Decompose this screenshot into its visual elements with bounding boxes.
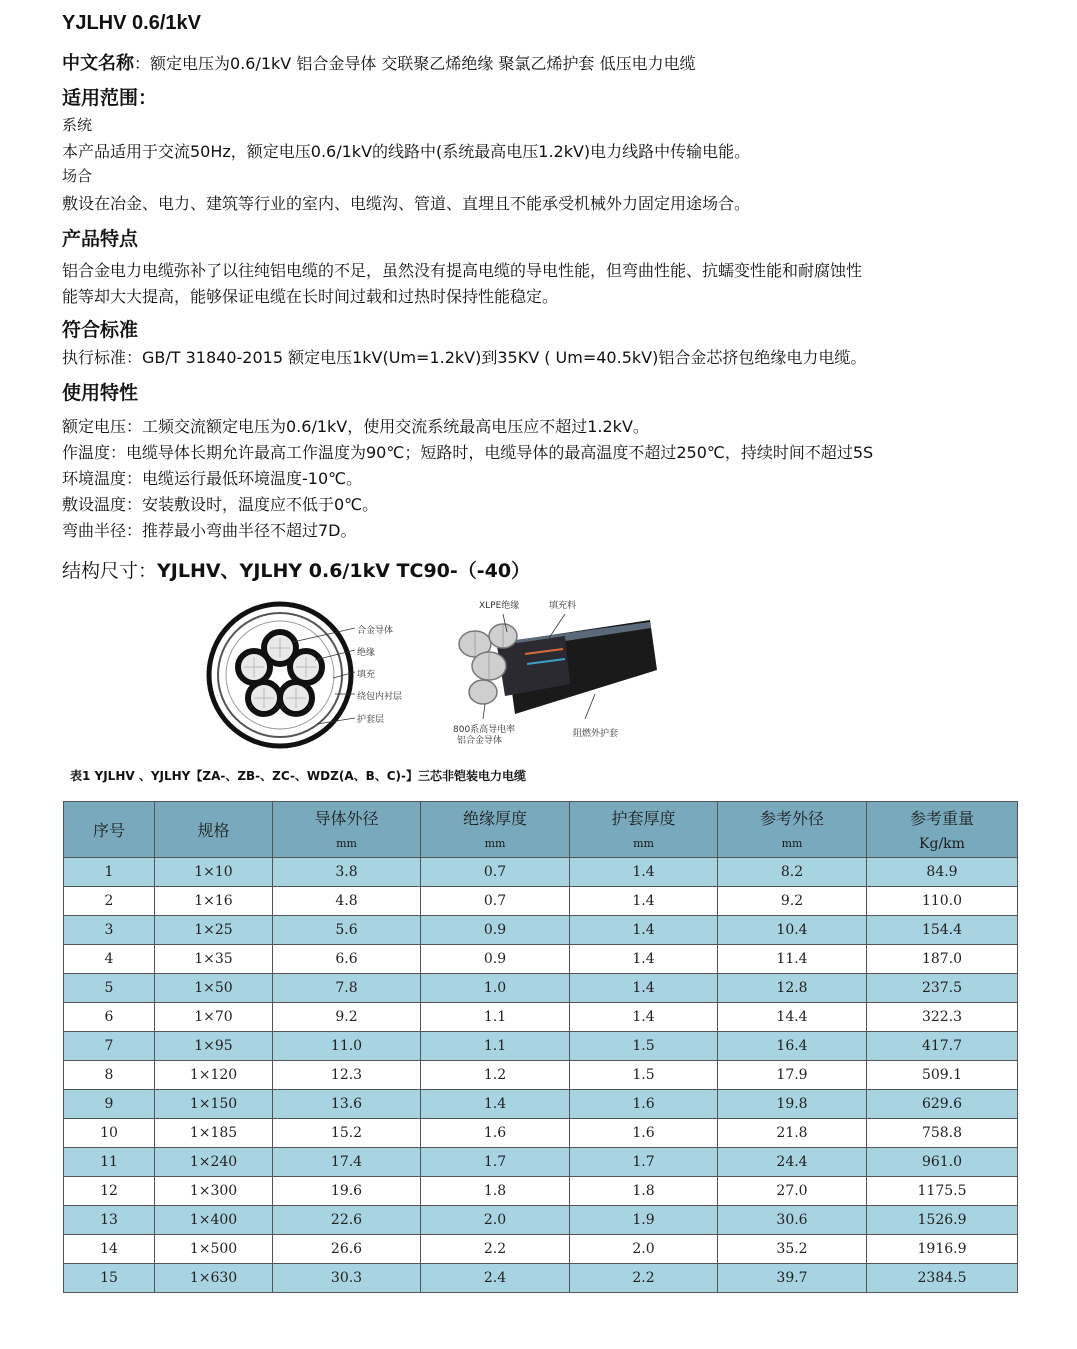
- cell-reference-diameter: 19.8: [718, 1090, 867, 1119]
- cell-conductor-diameter: 6.6: [273, 945, 421, 974]
- cell-reference-diameter: 16.4: [718, 1032, 867, 1061]
- cell-reference-diameter: 8.2: [718, 858, 867, 887]
- cell-reference-weight: 509.1: [867, 1061, 1018, 1090]
- structure-heading-prefix: 结构尺寸：: [62, 560, 158, 582]
- cell-spec: 1×300: [155, 1177, 273, 1206]
- page-title: YJLHV 0.6/1kV: [62, 12, 201, 34]
- cell-sheath-thickness: 1.4: [570, 887, 718, 916]
- table-row: [64, 1090, 1018, 1119]
- header-serial: 序号: [64, 802, 155, 858]
- cell-conductor-diameter: 7.8: [273, 974, 421, 1003]
- usage-line: 作温度：电缆导体长期允许最高工作温度为90℃；短路时，电缆导体的最高温度不超过250℃，持续时间不超过5S: [62, 443, 874, 462]
- cell-sheath-thickness: 1.6: [570, 1090, 718, 1119]
- cell-spec: 1×95: [155, 1032, 273, 1061]
- features-line-1: 铝合金电力电缆弥补了以往纯铝电缆的不足，虽然没有提高电缆的导电性能，但弯曲性能、抗蠕变性能和耐腐蚀性: [62, 261, 863, 280]
- cell-insulation-thickness: 0.7: [421, 858, 570, 887]
- cell-reference-diameter: 24.4: [718, 1148, 867, 1177]
- cell-reference-diameter: 21.8: [718, 1119, 867, 1148]
- cell-serial: 11: [64, 1148, 155, 1177]
- header-label: 参考重量: [909, 808, 974, 828]
- table-row: [64, 1264, 1018, 1293]
- table-header-row: [64, 802, 1018, 858]
- cell-sheath-thickness: 1.4: [570, 1003, 718, 1032]
- chinese-name-line: [62, 49, 696, 75]
- structure-heading-models: YJLHV、YJLHY 0.6/1kV TC90-（-40）: [157, 560, 531, 582]
- cell-reference-weight: 1916.9: [867, 1235, 1018, 1264]
- cell-conductor-diameter: 15.2: [273, 1119, 421, 1148]
- cell-serial: 1: [64, 858, 155, 887]
- cell-insulation-thickness: 0.9: [421, 945, 570, 974]
- cell-sheath-thickness: 2.2: [570, 1264, 718, 1293]
- cell-reference-weight: 322.3: [867, 1003, 1018, 1032]
- cell-conductor-diameter: 11.0: [273, 1032, 421, 1061]
- features-heading: 产品特点: [62, 228, 139, 250]
- cell-conductor-diameter: 30.3: [273, 1264, 421, 1293]
- cell-reference-weight: 154.4: [867, 916, 1018, 945]
- header-unit: mm: [484, 836, 506, 850]
- cell-reference-diameter: 27.0: [718, 1177, 867, 1206]
- usage-line: 敷设温度：安装敷设时，温度应不低于0℃。: [62, 495, 379, 514]
- table-row: [64, 916, 1018, 945]
- label-filler: 填充: [357, 670, 376, 680]
- cell-spec: 1×70: [155, 1003, 273, 1032]
- cell-insulation-thickness: 0.7: [421, 887, 570, 916]
- header-conductor-diameter: [273, 802, 421, 858]
- header-label: 导体外径: [314, 808, 379, 828]
- cell-spec: 1×10: [155, 858, 273, 887]
- label-insulation: 绝缘: [357, 648, 376, 658]
- cell-insulation-thickness: 0.9: [421, 916, 570, 945]
- cell-conductor-diameter: 12.3: [273, 1061, 421, 1090]
- scope-system-text: 本产品适用于交流50Hz，额定电压0.6/1kV的线路中(系统最高电压1.2kV)电力线路中传输电能。: [62, 142, 751, 161]
- cell-reference-weight: 1175.5: [867, 1177, 1018, 1206]
- table-row: [64, 887, 1018, 916]
- cell-spec: 1×240: [155, 1148, 273, 1177]
- label-xlpe-insulation: XLPE绝缘: [479, 601, 520, 611]
- cell-serial: 2: [64, 887, 155, 916]
- cell-spec: 1×500: [155, 1235, 273, 1264]
- cross-section-drawing: [205, 600, 355, 750]
- cell-sheath-thickness: 1.5: [570, 1061, 718, 1090]
- cell-reference-weight: 84.9: [867, 858, 1018, 887]
- table-caption: 表1 YJLHV 、YJLHY【ZA-、ZB-、ZC-、WDZ(A、B、C)-】三芯非铠装电力电缆: [70, 769, 527, 783]
- cell-reference-diameter: 39.7: [718, 1264, 867, 1293]
- usage-heading: 使用特性: [62, 382, 139, 404]
- label-high-conductivity: 800系高导电率: [453, 725, 516, 735]
- label-sheath: 护套层: [357, 715, 385, 725]
- cell-insulation-thickness: 1.1: [421, 1032, 570, 1061]
- cell-reference-weight: 417.7: [867, 1032, 1018, 1061]
- cell-reference-diameter: 35.2: [718, 1235, 867, 1264]
- scope-site-text: 敷设在冶金、电力、建筑等行业的室内、电缆沟、管道、直埋且不能承受机械外力固定用途场合。: [62, 194, 751, 213]
- header-reference-weight: [867, 802, 1018, 858]
- header-insulation-thickness: [421, 802, 570, 858]
- cell-reference-weight: 2384.5: [867, 1264, 1018, 1293]
- cable-structure-illustration: [445, 592, 660, 747]
- cell-sheath-thickness: 1.5: [570, 1032, 718, 1061]
- cell-insulation-thickness: 1.2: [421, 1061, 570, 1090]
- table-row: [64, 1177, 1018, 1206]
- cell-sheath-thickness: 2.0: [570, 1235, 718, 1264]
- table-row: [64, 1235, 1018, 1264]
- cell-spec: 1×120: [155, 1061, 273, 1090]
- cell-conductor-diameter: 22.6: [273, 1206, 421, 1235]
- header-reference-diameter: [718, 802, 867, 858]
- standard-text: 执行标准：GB/T 31840-2015 额定电压1kV(Um=1.2kV)到35KV ( Um=40.5kV)铝合金芯挤包绝缘电力电缆。: [62, 348, 867, 367]
- header-sheath-thickness: [570, 802, 718, 858]
- cell-conductor-diameter: 26.6: [273, 1235, 421, 1264]
- cell-serial: 7: [64, 1032, 155, 1061]
- cell-reference-weight: 1526.9: [867, 1206, 1018, 1235]
- cell-spec: 1×150: [155, 1090, 273, 1119]
- cell-spec: 1×630: [155, 1264, 273, 1293]
- header-unit: mm: [336, 836, 357, 850]
- table-row: [64, 1003, 1018, 1032]
- table-row: [64, 1061, 1018, 1090]
- cell-reference-weight: 629.6: [867, 1090, 1018, 1119]
- cell-serial: 3: [64, 916, 155, 945]
- cable-drawing: [445, 614, 660, 719]
- header-unit: Kg/km: [919, 835, 965, 852]
- cell-insulation-thickness: 1.6: [421, 1119, 570, 1148]
- cell-conductor-diameter: 3.8: [273, 858, 421, 887]
- cell-serial: 8: [64, 1061, 155, 1090]
- cell-spec: 1×185: [155, 1119, 273, 1148]
- cell-spec: 1×50: [155, 974, 273, 1003]
- standard-heading: 符合标准: [62, 319, 139, 341]
- usage-line: 弯曲半径：推荐最小弯曲半径不超过7D。: [62, 521, 357, 540]
- cell-sheath-thickness: 1.7: [570, 1148, 718, 1177]
- cell-sheath-thickness: 1.4: [570, 858, 718, 887]
- table-row: [64, 1032, 1018, 1061]
- cell-serial: 12: [64, 1177, 155, 1206]
- table-row: [64, 945, 1018, 974]
- cell-reference-diameter: 14.4: [718, 1003, 867, 1032]
- table-row: [64, 974, 1018, 1003]
- cell-spec: 1×400: [155, 1206, 273, 1235]
- cell-reference-diameter: 9.2: [718, 887, 867, 916]
- cell-conductor-diameter: 17.4: [273, 1148, 421, 1177]
- cell-serial: 10: [64, 1119, 155, 1148]
- label-alloy-conductor-right: 铝合金导体: [457, 736, 503, 746]
- cell-reference-weight: 237.5: [867, 974, 1018, 1003]
- cell-serial: 4: [64, 945, 155, 974]
- cell-serial: 13: [64, 1206, 155, 1235]
- label-filler-material: 填充料: [549, 601, 577, 611]
- cell-sheath-thickness: 1.4: [570, 945, 718, 974]
- cell-conductor-diameter: 19.6: [273, 1177, 421, 1206]
- cell-conductor-diameter: 9.2: [273, 1003, 421, 1032]
- table-row: [64, 858, 1018, 887]
- cell-reference-diameter: 17.9: [718, 1061, 867, 1090]
- scope-heading: 适用范围：: [62, 87, 158, 109]
- cell-sheath-thickness: 1.8: [570, 1177, 718, 1206]
- cell-reference-weight: 758.8: [867, 1119, 1018, 1148]
- table-row: [64, 1119, 1018, 1148]
- header-spec: 规格: [155, 802, 273, 858]
- usage-line: 环境温度：电缆运行最低环境温度-10℃。: [62, 469, 363, 488]
- cell-reference-diameter: 30.6: [718, 1206, 867, 1235]
- cell-conductor-diameter: 5.6: [273, 916, 421, 945]
- cell-reference-diameter: 11.4: [718, 945, 867, 974]
- cell-conductor-diameter: 13.6: [273, 1090, 421, 1119]
- header-unit: mm: [633, 836, 654, 850]
- cell-serial: 6: [64, 1003, 155, 1032]
- cell-insulation-thickness: 1.8: [421, 1177, 570, 1206]
- scope-sub-site: 场合: [62, 167, 93, 185]
- table-row: [64, 1206, 1018, 1235]
- header-label: 绝缘厚度: [462, 808, 527, 828]
- cell-serial: 5: [64, 974, 155, 1003]
- cell-insulation-thickness: 1.4: [421, 1090, 570, 1119]
- cell-insulation-thickness: 2.4: [421, 1264, 570, 1293]
- label-inner-wrap: 绕包内衬层: [357, 692, 403, 702]
- cell-reference-diameter: 10.4: [718, 916, 867, 945]
- cell-insulation-thickness: 2.2: [421, 1235, 570, 1264]
- table-body: [64, 858, 1018, 1293]
- label-alloy-conductor: 合金导体: [357, 626, 394, 636]
- cell-insulation-thickness: 1.0: [421, 974, 570, 1003]
- cell-spec: 1×25: [155, 916, 273, 945]
- cell-reference-weight: 961.0: [867, 1148, 1018, 1177]
- chinese-name-value: ：额定电压为0.6/1kV 铝合金导体 交联聚乙烯绝缘 聚氯乙烯护套 低压电力电缆: [134, 54, 696, 73]
- cell-insulation-thickness: 1.1: [421, 1003, 570, 1032]
- cell-insulation-thickness: 1.7: [421, 1148, 570, 1177]
- header-label: 护套厚度: [611, 808, 676, 828]
- cell-serial: 9: [64, 1090, 155, 1119]
- cell-insulation-thickness: 2.0: [421, 1206, 570, 1235]
- spec-table: [63, 801, 1018, 1293]
- cell-sheath-thickness: 1.4: [570, 974, 718, 1003]
- cell-sheath-thickness: 1.9: [570, 1206, 718, 1235]
- cell-conductor-diameter: 4.8: [273, 887, 421, 916]
- cell-spec: 1×35: [155, 945, 273, 974]
- header-unit: mm: [781, 836, 803, 850]
- cell-sheath-thickness: 1.6: [570, 1119, 718, 1148]
- header-label: 参考外径: [759, 808, 824, 828]
- table-row: [64, 1148, 1018, 1177]
- cell-serial: 15: [64, 1264, 155, 1293]
- cell-sheath-thickness: 1.4: [570, 916, 718, 945]
- usage-line: 额定电压：工频交流额定电压为0.6/1kV，使用交流系统最高电压应不超过1.2kV。: [62, 417, 649, 436]
- cell-reference-diameter: 12.8: [718, 974, 867, 1003]
- cell-serial: 14: [64, 1235, 155, 1264]
- label-flame-retardant-sheath: 阻燃外护套: [573, 729, 619, 739]
- cell-reference-weight: 110.0: [867, 887, 1018, 916]
- scope-sub-system: 系统: [62, 116, 93, 134]
- features-line-2: 能等却大大提高，能够保证电缆在长时间过载和过热时保持性能稳定。: [62, 287, 559, 306]
- cell-spec: 1×16: [155, 887, 273, 916]
- chinese-name-label: 中文名称: [62, 53, 134, 74]
- cell-reference-weight: 187.0: [867, 945, 1018, 974]
- structure-heading: [62, 556, 530, 583]
- cable-cross-section-diagram: [205, 600, 435, 750]
